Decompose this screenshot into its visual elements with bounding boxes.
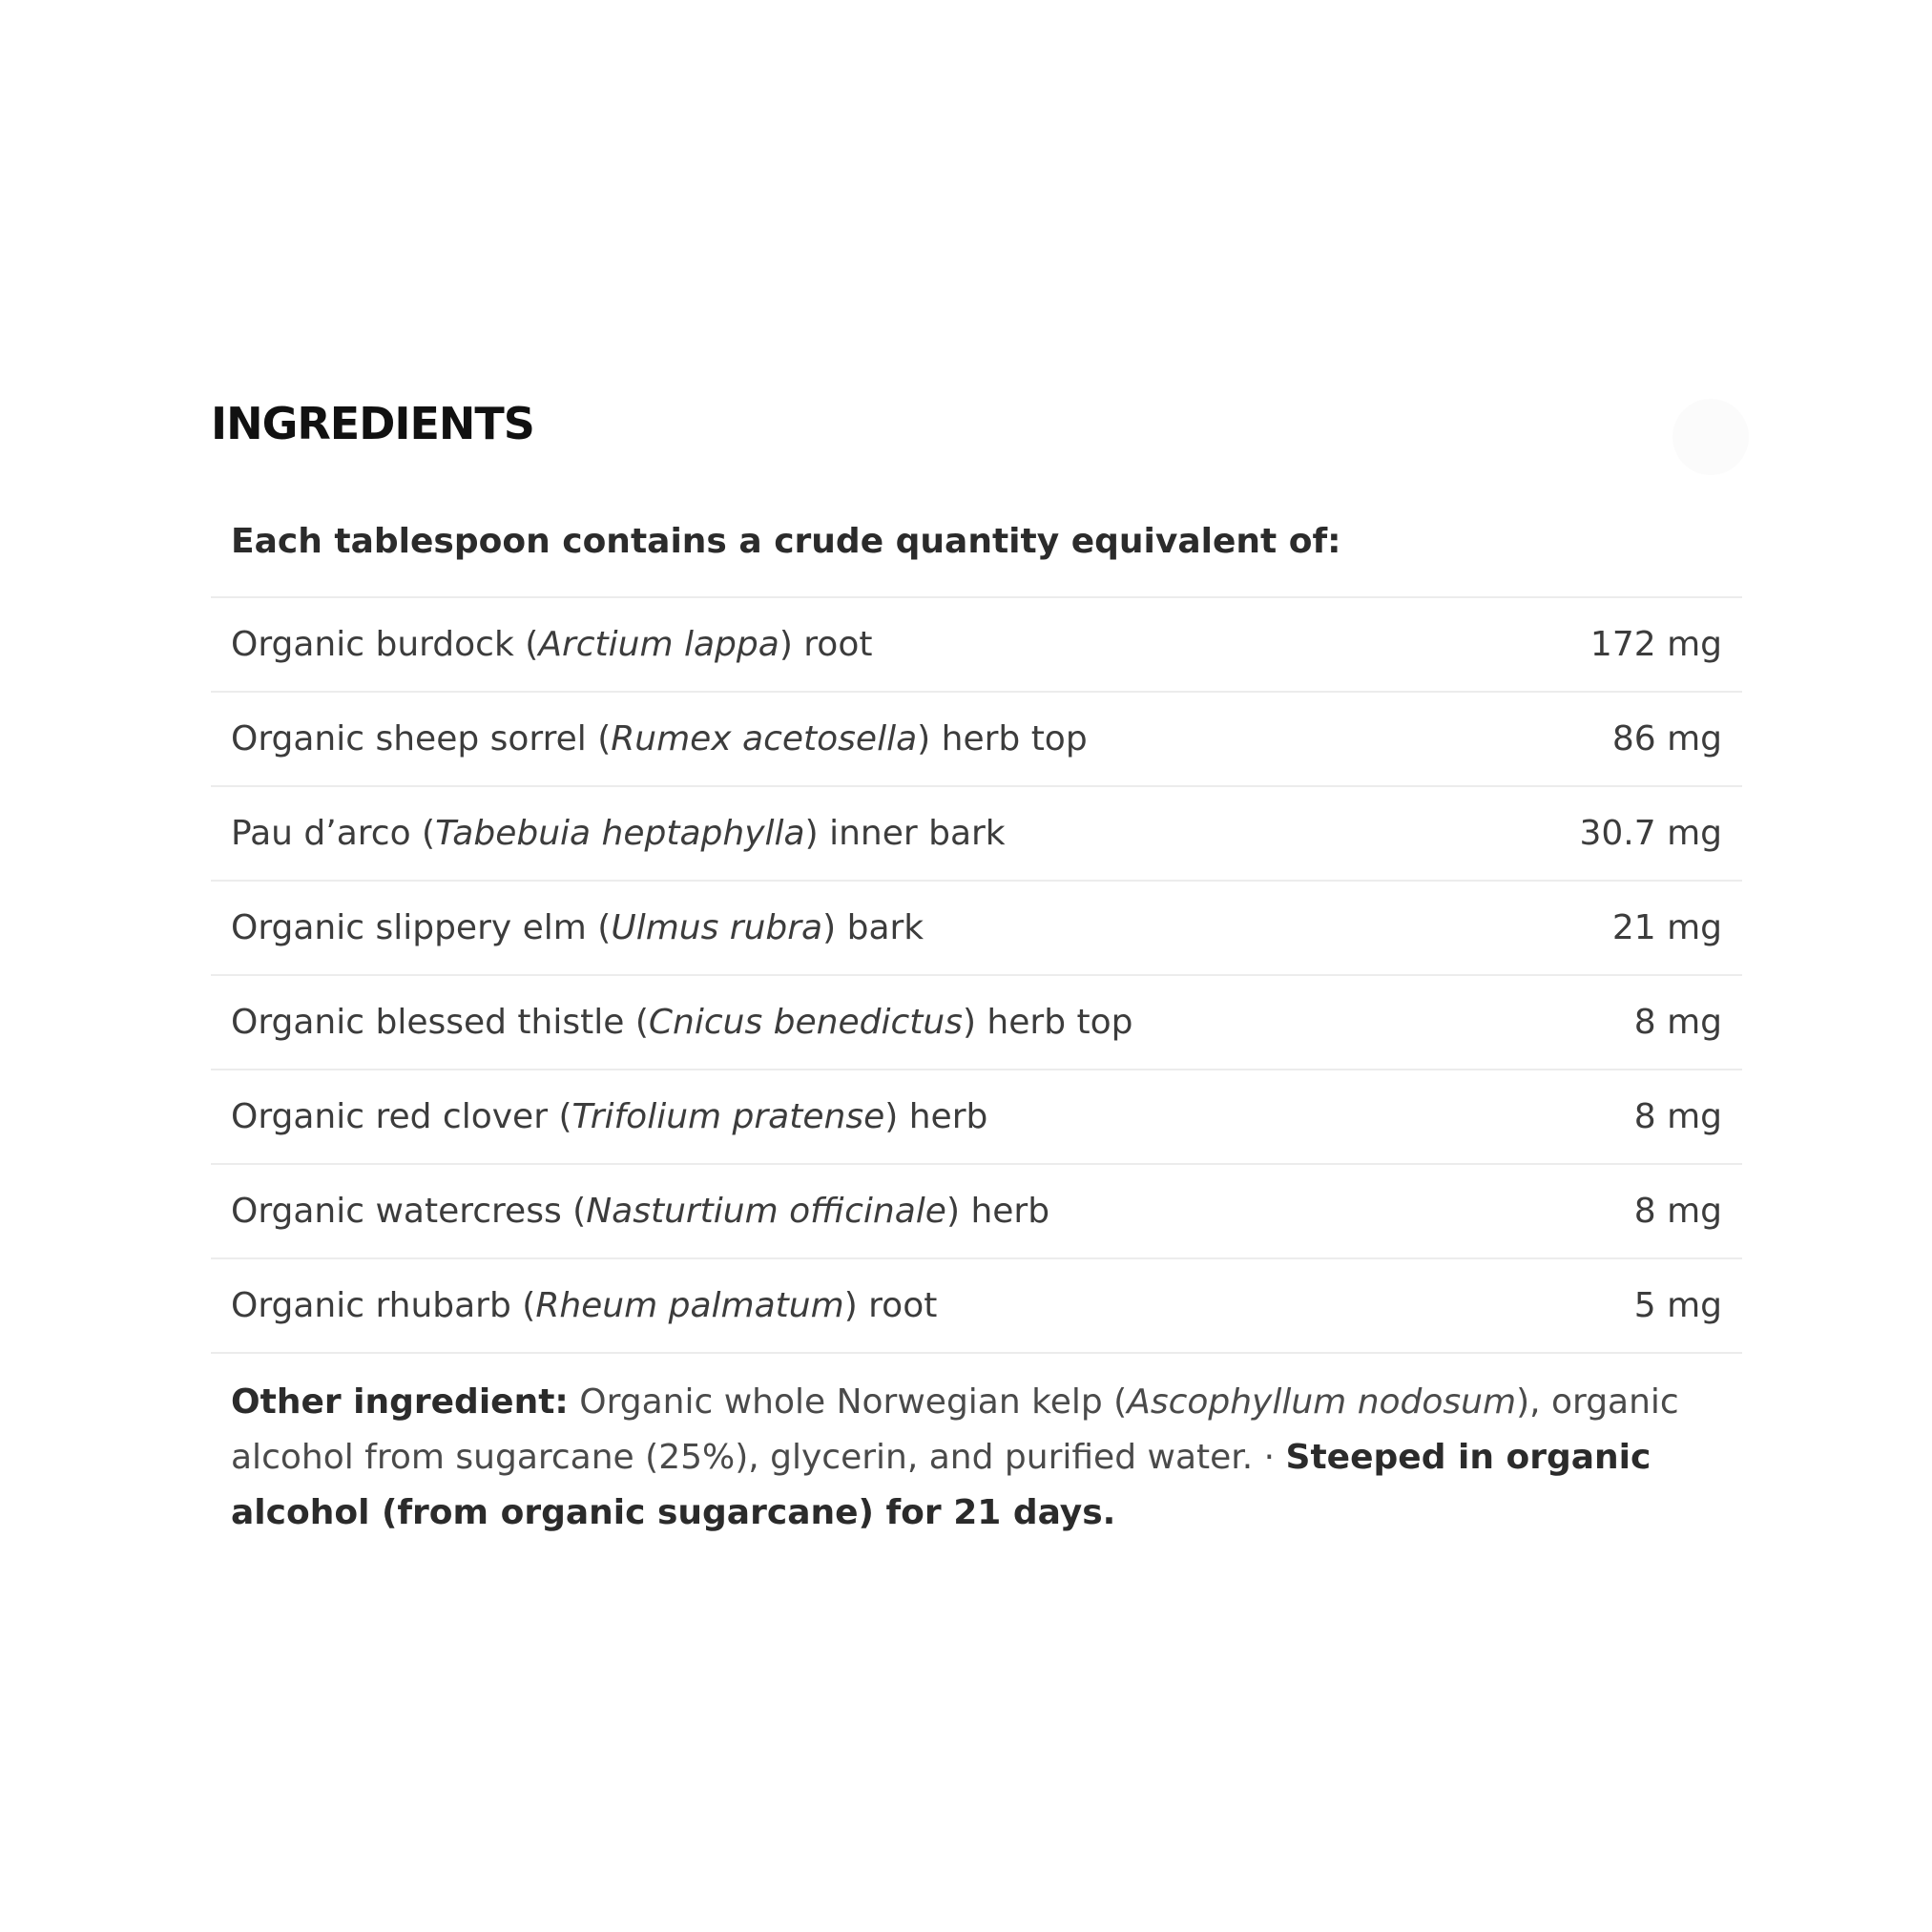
ingredient-amount: 30.7 mg xyxy=(1579,814,1722,853)
ingredient-amount: 86 mg xyxy=(1611,719,1722,758)
ingredient-common-name: Organic sheep sorrel ( xyxy=(231,719,612,758)
ingredient-name xyxy=(231,1097,987,1136)
ingredient-latin-name: Cnicus benedictus xyxy=(648,1003,963,1042)
ingredient-latin-name: Rheum palmatum xyxy=(535,1286,844,1325)
ingredients-panel xyxy=(211,399,1742,1575)
ingredient-latin-name: Ulmus rubra xyxy=(611,908,823,947)
ingredient-amount: 8 mg xyxy=(1633,1097,1722,1136)
ingredient-amount: 8 mg xyxy=(1633,1192,1722,1231)
ingredient-part: ) herb top xyxy=(917,719,1088,758)
ingredient-part: ) herb xyxy=(945,1192,1050,1231)
table-header-text: Each tablespoon contains a crude quantity equivalent of: xyxy=(231,522,1341,561)
table-row xyxy=(211,598,1742,693)
other-ingredients-note xyxy=(211,1375,1742,1541)
ingredient-latin-name: Nasturtium officinale xyxy=(586,1192,946,1231)
ingredient-latin-name: Trifolium pratense xyxy=(571,1097,885,1136)
table-row xyxy=(211,976,1742,1070)
ingredient-common-name: Organic red clover ( xyxy=(231,1097,572,1136)
ingredient-common-name: Organic burdock ( xyxy=(231,625,539,664)
ingredient-name xyxy=(231,625,872,664)
table-row xyxy=(211,882,1742,976)
ingredient-part: ) root xyxy=(843,1286,938,1325)
table-row xyxy=(211,787,1742,882)
note-bold-text: Steeped in organic alcohol (from organic sugarcane) for 21 days. xyxy=(231,1438,1652,1532)
ingredient-common-name: Organic slippery elm ( xyxy=(231,908,612,947)
note-label: Other ingredient: xyxy=(231,1382,569,1422)
ingredient-latin-name: Arctium lappa xyxy=(538,625,779,664)
ingredient-latin-name: Tabebuia heptaphylla xyxy=(435,814,805,853)
table-header xyxy=(211,520,1742,598)
ingredient-name xyxy=(231,814,1006,853)
ingredient-part: ) inner bark xyxy=(804,814,1006,853)
decorative-circle xyxy=(1672,399,1749,475)
ingredient-common-name: Pau d’arco ( xyxy=(231,814,436,853)
ingredient-name xyxy=(231,1003,1132,1042)
ingredient-part: ) bark xyxy=(822,908,924,947)
ingredient-latin-name: Rumex acetosella xyxy=(611,719,918,758)
ingredient-name xyxy=(231,1192,1049,1231)
section-title: INGREDIENTS xyxy=(211,398,534,449)
note-text: Organic whole Norwegian kelp ( xyxy=(568,1382,1128,1422)
ingredient-name xyxy=(231,908,924,947)
ingredient-amount: 172 mg xyxy=(1589,625,1722,664)
ingredient-amount: 5 mg xyxy=(1633,1286,1722,1325)
ingredient-common-name: Organic rhubarb ( xyxy=(231,1286,536,1325)
ingredient-name xyxy=(231,1286,937,1325)
table-row xyxy=(211,693,1742,787)
ingredient-amount: 8 mg xyxy=(1633,1003,1722,1042)
note-latin-name: Ascophyllum nodosum xyxy=(1127,1382,1517,1422)
table-row xyxy=(211,1165,1742,1259)
ingredients-table xyxy=(211,520,1742,1354)
ingredient-common-name: Organic blessed thistle ( xyxy=(231,1003,649,1042)
ingredient-name xyxy=(231,719,1088,758)
table-row xyxy=(211,1070,1742,1165)
ingredient-part: ) herb xyxy=(884,1097,988,1136)
ingredient-part: ) root xyxy=(779,625,873,664)
table-row xyxy=(211,1259,1742,1354)
note-text-continued: ), organic alcohol from sugarcane (25%), glycerin, and purified water. · xyxy=(231,1382,1679,1477)
ingredient-amount: 21 mg xyxy=(1611,908,1722,947)
ingredient-part: ) herb top xyxy=(962,1003,1133,1042)
ingredient-common-name: Organic watercress ( xyxy=(231,1192,587,1231)
